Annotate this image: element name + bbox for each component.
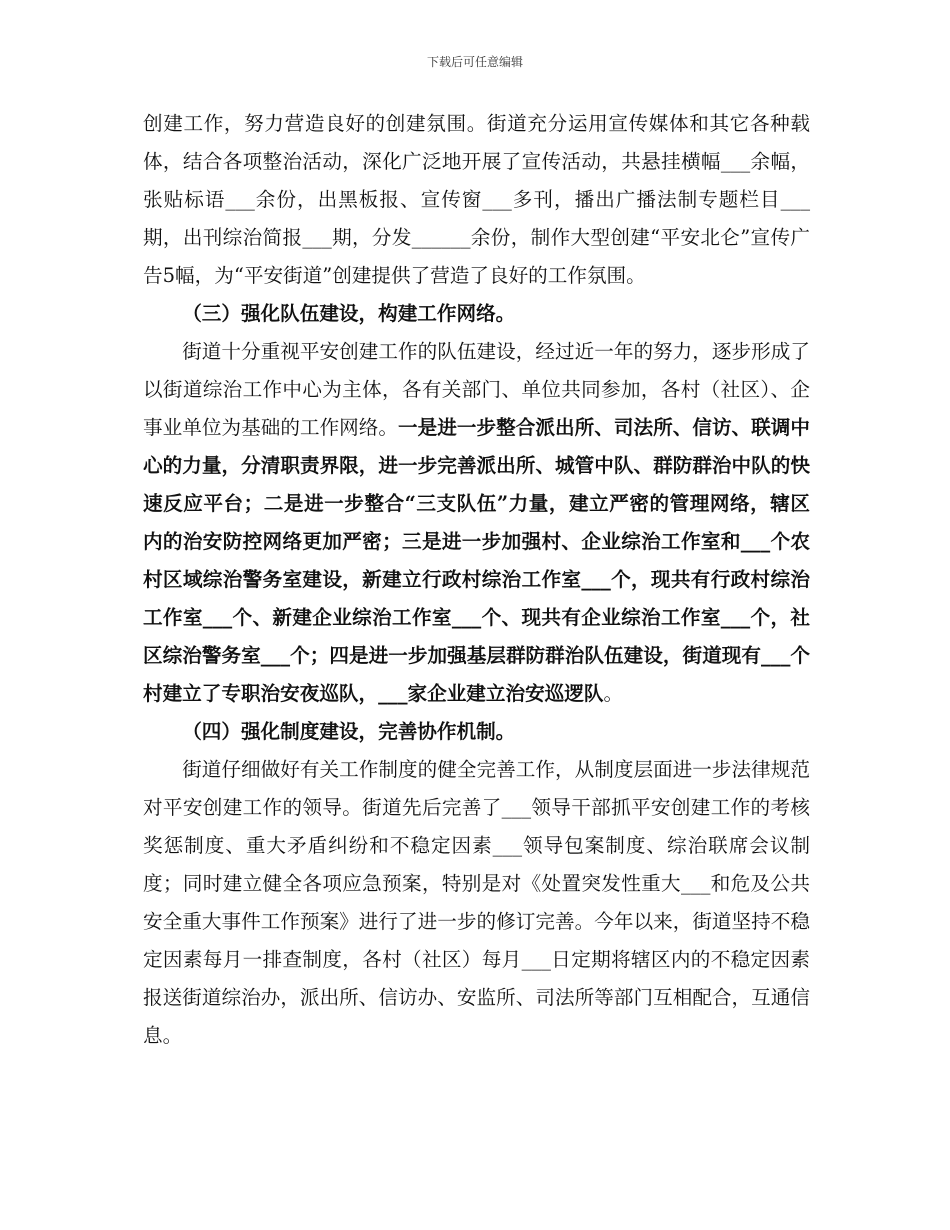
section-heading-4: （四）强化制度建设，完善协作机制。	[182, 720, 516, 743]
paragraph-publicity: 创建工作，努力营造良好的创建氛围。街道充分运用宣传媒体和其它各种载体，结合各项整治活动，深化广泛地开展了宣传活动，共悬挂横幅___余幅，张贴标语___余份，出黑板报、宣传窗___多刊，播出广播法制专题栏目___期，出刊综治简报___期，分发______余份，制作大型创建“平安北仑”宣传广告5幅，为“平安街道”创建提供了营造了良好的工作氛围。	[143, 112, 810, 287]
paragraph-team-building	[143, 333, 810, 713]
team-building-measures: 一是进一步整合派出所、司法所、信访、联调中心的力量，分清职责界限，进一步完善派出所、城管中队、群防群治中队的快速反应平台；二是进一步整合“三支队伍”力量，建立严密的管理网络，辖区内的治安防控网络更加严密；三是进一步加强村、企业综治工作室和___个农村区域综治警务室建设，新建立行政村综治工作室___个，现共有行政村综治工作室___个、新建企业综治工作室___个、现共有企业综治工作室___个，社区综治警务室___个；四是进一步加强基层群防群治队伍建设，街道现有___个村建立了专职治安夜巡队，___家企业建立治安巡逻队	[143, 416, 811, 705]
team-building-intro: 街道十分重视平安创建工作的队伍建设，经过近一年的努力，逐步形成了以街道综治工作中心为主体，各有关部门、单位共同参加，各村（社区）、企事业单位为基础的工作网络。	[143, 340, 810, 439]
team-building-end: 。	[603, 682, 624, 705]
section-heading-3: （三）强化队伍建设，构建工作网络。	[182, 302, 516, 325]
document-body	[143, 105, 810, 1055]
page-header: 下载后可任意编辑	[426, 55, 523, 69]
paragraph-system-building: 街道仔细做好有关工作制度的健全完善工作，从制度层面进一步法律规范对平安创建工作的领导。街道先后完善了___领导干部抓平安创建工作的考核奖惩制度、重大矛盾纠纷和不稳定因素___领导包案制度、综治联席会议制度；同时建立健全各项应急预案，特别是对《处置突发性重大___和危及公共安全重大事件工作预案》进行了进一步的修订完善。今年以来，街道坚持不稳定因素每月一排查制度，各村（社区）每月___日定期将辖区内的不稳定因素报送街道综治办，派出所、信访办、安监所、司法所等部门互相配合，互通信息。	[143, 758, 810, 1047]
